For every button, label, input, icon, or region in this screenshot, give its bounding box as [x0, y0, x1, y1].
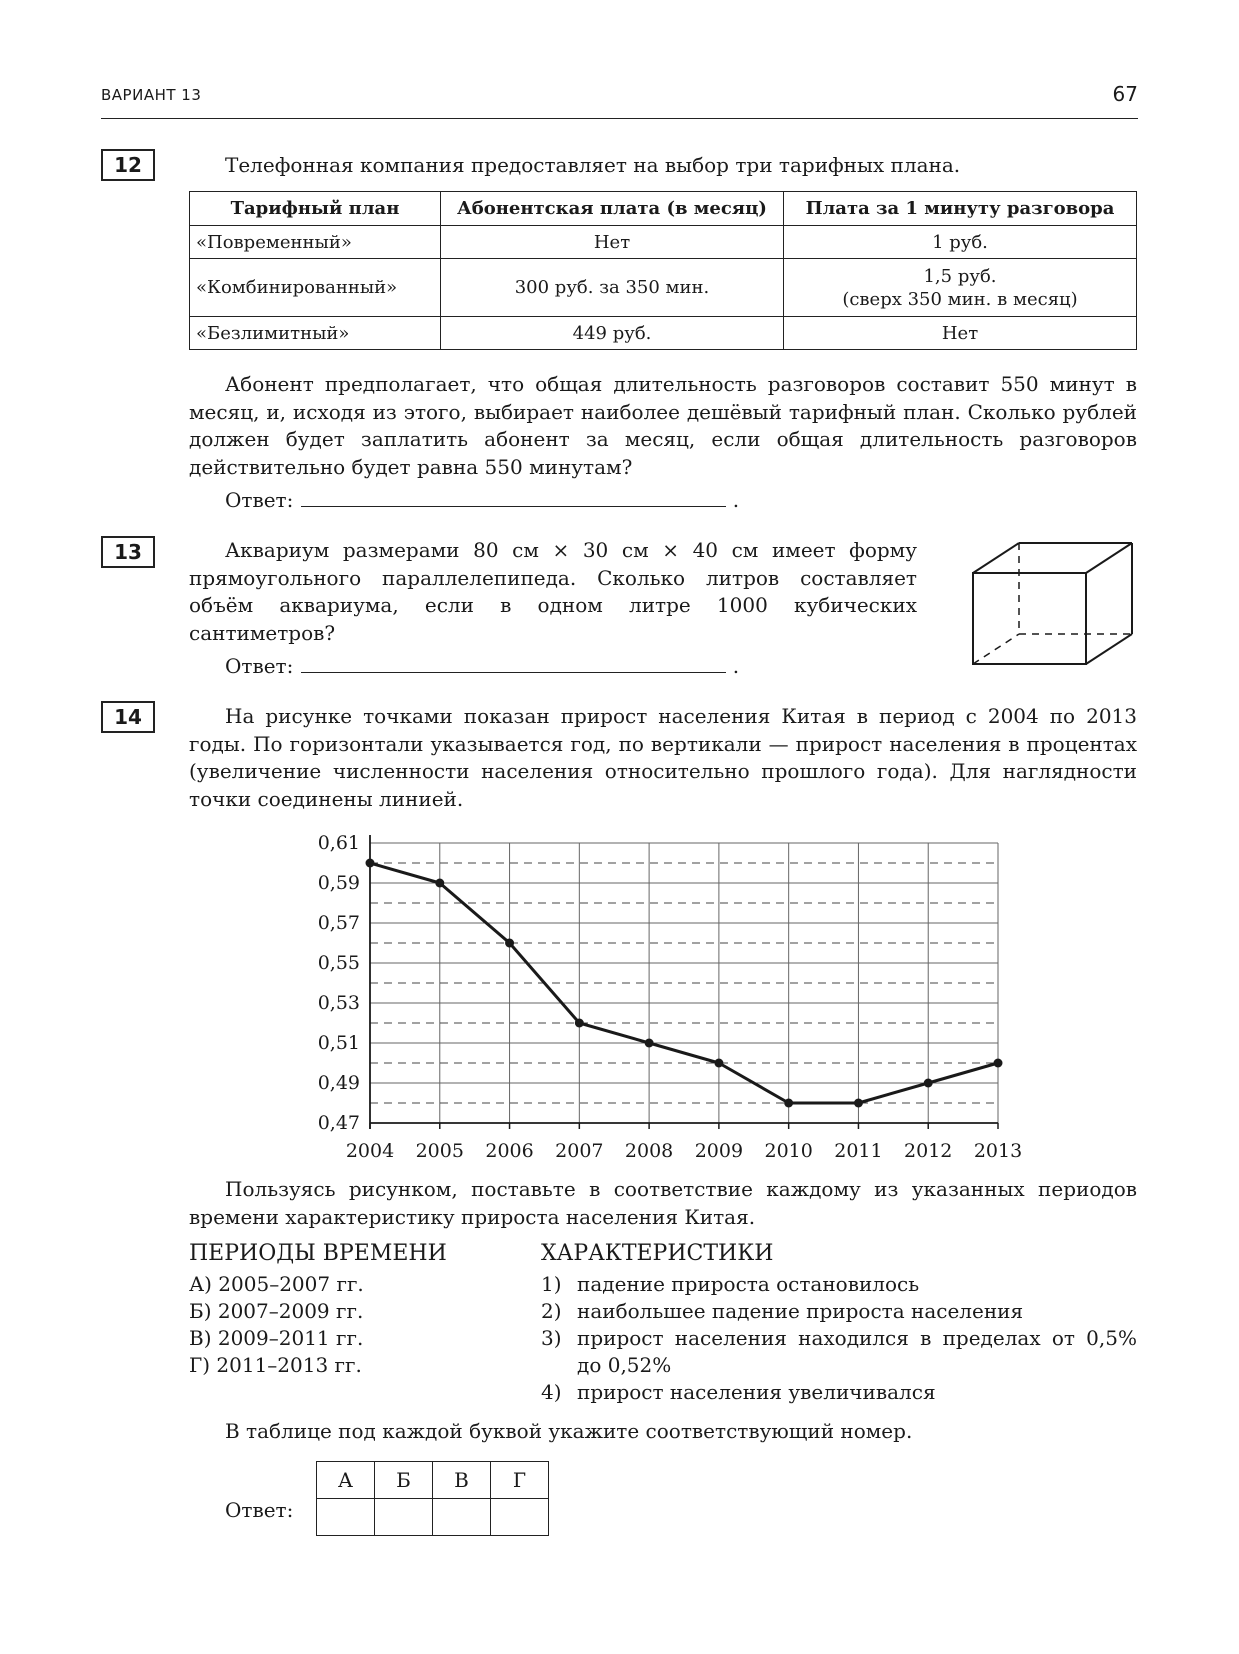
- answer-letter-v: В: [433, 1462, 491, 1499]
- tariff-header-minute: Плата за 1 минуту разговора: [784, 192, 1137, 226]
- y-tick-label: 0,59: [317, 872, 360, 894]
- y-tick-label: 0,51: [317, 1032, 360, 1054]
- tariff-table: [189, 191, 1137, 350]
- data-point: [854, 1099, 863, 1108]
- answer-label: Ответ:: [225, 488, 294, 512]
- x-tick-label: 2010: [764, 1140, 813, 1162]
- answer-letter-a: А: [317, 1462, 375, 1499]
- x-tick-label: 2011: [834, 1140, 883, 1162]
- problem-14-number: 14: [101, 701, 155, 733]
- answer-label: Ответ:: [225, 654, 294, 678]
- population-growth-chart: [290, 825, 1023, 1170]
- problem-13-question: Аквариум размерами 80 см × 30 см × 40 см имеет форму прямоугольного параллелепипеда. Сколько литров составляет объём аквариума, если в одном литре 1000 кубических сантиметров?: [189, 538, 917, 645]
- box-edge: [1086, 543, 1132, 573]
- problem-14-intro: На рисунке точками показан прирост населения Китая в период с 2004 по 2013 годы. По горизонтали указывается год, по вертикали — прирост населения в процентах (увеличение численности населения относительно прошлого года). Для наглядности точки соединены линией.: [189, 704, 1137, 811]
- box-edge: [1086, 634, 1132, 664]
- tariff-minute-price: 1 руб.: [784, 226, 1137, 259]
- answer-period: .: [732, 488, 740, 512]
- problem-12-number: 12: [101, 149, 155, 181]
- x-tick-label: 2005: [415, 1140, 464, 1162]
- tariff-header-plan: Тарифный план: [190, 192, 441, 226]
- running-header: ВАРИАНТ 13: [101, 86, 202, 104]
- chart-grid: [370, 843, 998, 1123]
- x-tick-label: 2013: [973, 1140, 1023, 1162]
- problem-13-answer-field[interactable]: [301, 652, 726, 673]
- problem-12-answer-row: [225, 486, 739, 515]
- page-number: 67: [1112, 82, 1138, 106]
- tariff-row: [190, 259, 1137, 317]
- period-item: Г) 2011–2013 гг.: [189, 1353, 362, 1377]
- period-item: Б) 2007–2009 гг.: [189, 1299, 364, 1323]
- answer-letter-b: Б: [375, 1462, 433, 1499]
- data-point: [575, 1019, 584, 1028]
- data-point: [505, 939, 514, 948]
- box-figure: [965, 538, 1140, 670]
- answer-label: Ответ:: [225, 1498, 294, 1522]
- characteristic-number: 1): [541, 1272, 562, 1296]
- characteristics-title: ХАРАКТЕРИСТИКИ: [541, 1241, 774, 1266]
- answer-period: .: [732, 654, 740, 678]
- answer-table: [316, 1461, 549, 1536]
- x-tick-label: 2012: [904, 1140, 953, 1162]
- y-tick-label: 0,57: [317, 912, 360, 934]
- tariff-table-header: [190, 192, 1137, 226]
- characteristic-item: [541, 1271, 1137, 1298]
- box-front-face: [973, 573, 1086, 664]
- answer-letter-g: Г: [491, 1462, 549, 1499]
- header-divider: [101, 118, 1138, 119]
- characteristic-item: [541, 1325, 1137, 1379]
- tariff-plan: «Безлимитный»: [190, 317, 441, 350]
- answer-cell-a[interactable]: [317, 1499, 375, 1536]
- characteristic-item: [541, 1379, 1137, 1406]
- tariff-minute-price: Нет: [784, 317, 1137, 350]
- characteristic-item: [541, 1298, 1137, 1325]
- problem-13-answer-row: [225, 652, 739, 681]
- y-tick-label: 0,47: [317, 1112, 360, 1134]
- characteristic-text: прирост населения находился в пределах от 0,5% до 0,52%: [577, 1326, 1137, 1377]
- answer-cell-g[interactable]: [491, 1499, 549, 1536]
- y-tick-label: 0,49: [317, 1072, 360, 1094]
- characteristic-number: 4): [541, 1380, 562, 1404]
- characteristic-number: 2): [541, 1299, 562, 1323]
- tariff-fee: Нет: [441, 226, 784, 259]
- chart-axes: [370, 835, 998, 1129]
- x-tick-label: 2009: [694, 1140, 744, 1162]
- data-point: [784, 1099, 793, 1108]
- problem-13-number: 13: [101, 536, 155, 568]
- problem-12-intro: Телефонная компания предоставляет на выбор три тарифных плана.: [225, 153, 961, 177]
- table-instruction: В таблице под каждой буквой укажите соответствующий номер.: [225, 1419, 913, 1443]
- characteristic-text: падение прироста остановилось: [577, 1272, 920, 1296]
- y-tick-label: 0,53: [317, 992, 360, 1014]
- problem-12-question: Абонент предполагает, что общая длительность разговоров составит 550 минут в месяц, и, исходя из этого, выбирает наиболее дешёвый тарифный план. Сколько рублей должен будет заплатить абонент за месяц, если общая длительность разговоров действительно будет равна 550 минутам?: [189, 372, 1137, 479]
- tariff-minute-price-note: (сверх 350 мин. в месяц): [842, 288, 1078, 310]
- characteristic-text: прирост населения увеличивался: [577, 1380, 936, 1404]
- answer-cell-b[interactable]: [375, 1499, 433, 1536]
- chart-x-ticks: [346, 1140, 1022, 1162]
- characteristic-text: наибольшее падение прироста населения: [577, 1299, 1024, 1323]
- data-point: [994, 1059, 1003, 1068]
- data-point: [366, 859, 375, 868]
- data-point: [645, 1039, 654, 1048]
- periods-list: [189, 1271, 364, 1379]
- problem-12-answer-field[interactable]: [301, 486, 726, 507]
- tariff-fee: 449 руб.: [441, 317, 784, 350]
- x-tick-label: 2008: [624, 1140, 674, 1162]
- characteristic-number: 3): [541, 1326, 562, 1350]
- x-tick-label: 2004: [345, 1140, 395, 1162]
- y-tick-label: 0,61: [317, 832, 360, 854]
- answer-cell-v[interactable]: [433, 1499, 491, 1536]
- data-point: [924, 1079, 933, 1088]
- tariff-header-fee: Абонентская плата (в месяц): [441, 192, 784, 226]
- periods-title: ПЕРИОДЫ ВРЕМЕНИ: [189, 1241, 447, 1266]
- characteristics-list: [541, 1271, 1137, 1406]
- period-item: А) 2005–2007 гг.: [189, 1272, 364, 1296]
- x-tick-label: 2006: [485, 1140, 534, 1162]
- tariff-minute-price: [784, 259, 1137, 317]
- tariff-minute-price-value: 1,5 руб.: [923, 265, 997, 287]
- tariff-fee: 300 руб. за 350 мин.: [441, 259, 784, 317]
- x-tick-label: 2007: [555, 1140, 604, 1162]
- tariff-row: [190, 226, 1137, 259]
- y-tick-label: 0,55: [317, 952, 360, 974]
- chart-y-ticks: [318, 832, 360, 1134]
- box-hidden-edge: [973, 634, 1019, 664]
- box-edge: [973, 543, 1019, 573]
- data-point: [435, 879, 444, 888]
- tariff-row: [190, 317, 1137, 350]
- tariff-plan: «Повременный»: [190, 226, 441, 259]
- tariff-plan: «Комбинированный»: [190, 259, 441, 317]
- period-item: В) 2009–2011 гг.: [189, 1326, 364, 1350]
- data-point: [714, 1059, 723, 1068]
- problem-14-instruction: Пользуясь рисунком, поставьте в соответствие каждому из указанных периодов времени характеристику прироста населения Китая.: [189, 1177, 1137, 1229]
